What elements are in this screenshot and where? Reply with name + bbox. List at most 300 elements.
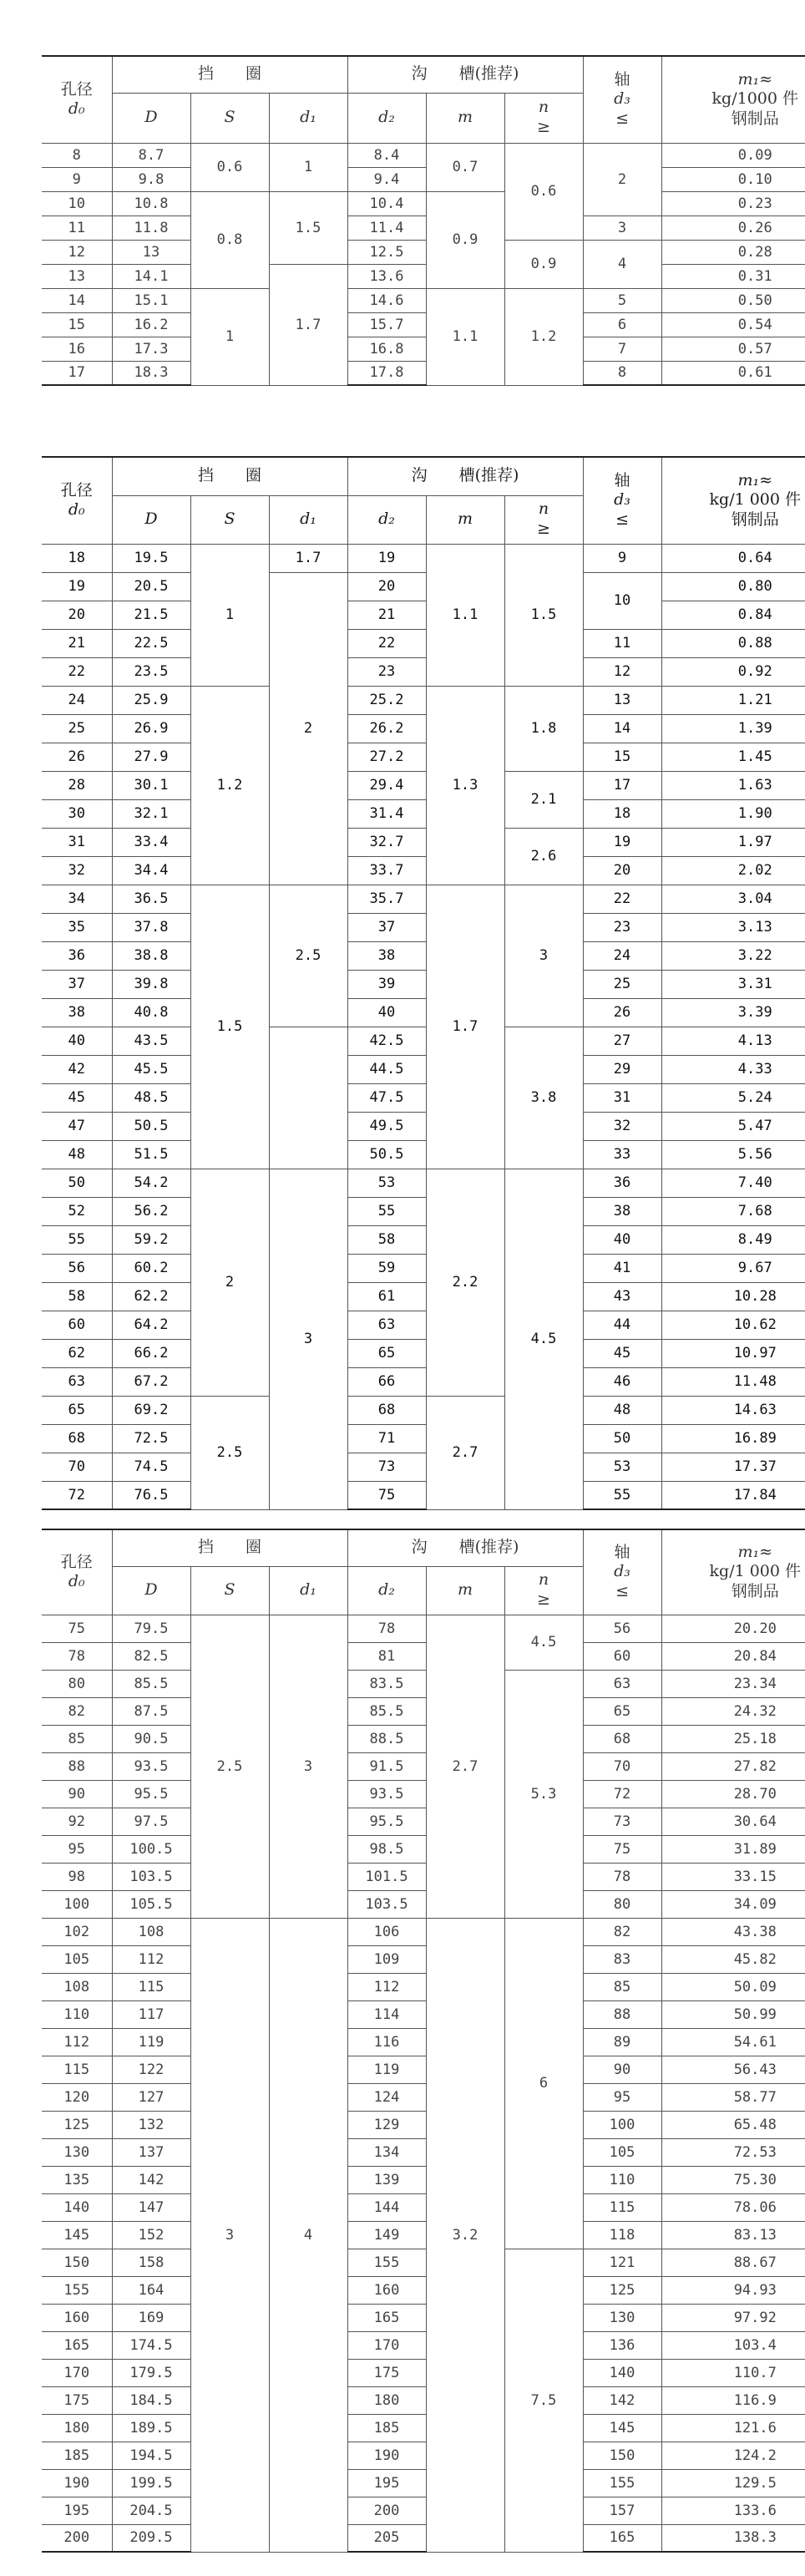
cell-D: 40.8 [112, 998, 190, 1027]
cell-d2: 44.5 [347, 1055, 426, 1083]
cell-bore: 24 [42, 686, 112, 714]
cell-d2: 59 [347, 1254, 426, 1282]
cell-d2: 85.5 [347, 1697, 426, 1725]
cell-D: 32.1 [112, 799, 190, 828]
cell-bore: 92 [42, 1808, 112, 1835]
cell-d2: 129 [347, 2111, 426, 2138]
table-row [42, 2166, 805, 2193]
cell-bore: 20 [42, 601, 112, 629]
cell-D: 9.8 [112, 167, 190, 191]
cell-bore: 58 [42, 1282, 112, 1311]
cell-mass: 1.97 [661, 828, 805, 856]
cell-d3: 29 [583, 1055, 661, 1083]
table-block-1 [42, 55, 799, 386]
col-d2-header: d₂ [347, 495, 426, 544]
cell-d2: 175 [347, 2359, 426, 2386]
cell-D: 122 [112, 2056, 190, 2083]
table-row [42, 2469, 805, 2497]
cell-m: 2.7 [426, 1396, 504, 1509]
cell-D: 51.5 [112, 1140, 190, 1169]
cell-d2: 21 [347, 601, 426, 629]
cell-D: 95.5 [112, 1780, 190, 1808]
table-row [42, 572, 805, 601]
cell-D: 54.2 [112, 1169, 190, 1197]
table-row [42, 361, 805, 385]
cell-bore: 36 [42, 941, 112, 970]
cell-d2: 124 [347, 2083, 426, 2111]
groove-header: 沟 槽(推荐) [347, 1529, 583, 1566]
table-row [42, 1973, 805, 2000]
cell-D: 26.9 [112, 714, 190, 743]
cell-d2: 10.4 [347, 191, 426, 216]
table-row [42, 1367, 805, 1396]
cell-mass: 14.63 [661, 1396, 805, 1424]
cell-mass: 133.6 [661, 2497, 805, 2524]
cell-n: 3.8 [504, 1027, 583, 1169]
table-row [42, 2497, 805, 2524]
cell-d3: 44 [583, 1311, 661, 1339]
cell-mass: 0.28 [661, 240, 805, 264]
col-S-header: S [190, 495, 269, 544]
cell-d2: 9.4 [347, 167, 426, 191]
cell-D: 16.2 [112, 312, 190, 337]
table-row [42, 1835, 805, 1863]
table-row [42, 2304, 805, 2331]
cell-mass: 50.09 [661, 1973, 805, 2000]
cell-mass: 3.22 [661, 941, 805, 970]
cell-mass: 72.53 [661, 2138, 805, 2166]
table-row [42, 913, 805, 941]
table-row [42, 2000, 805, 2028]
table-row [42, 1615, 805, 1642]
cell-mass: 0.09 [661, 143, 805, 167]
cell-bore: 105 [42, 1945, 112, 1973]
cell-d2: 98.5 [347, 1835, 426, 1863]
cell-mass: 0.50 [661, 288, 805, 312]
table-row [42, 216, 805, 240]
table-row [42, 686, 805, 714]
cell-D: 23.5 [112, 657, 190, 686]
cell-d2: 114 [347, 2000, 426, 2028]
col-d2-header: d₂ [347, 93, 426, 143]
cell-bore: 47 [42, 1112, 112, 1140]
cell-D: 21.5 [112, 601, 190, 629]
cell-bore: 165 [42, 2331, 112, 2359]
cell-d2: 26.2 [347, 714, 426, 743]
table-row [42, 1670, 805, 1697]
table-row [42, 312, 805, 337]
cell-n: 2.1 [504, 771, 583, 828]
cell-S: 2 [190, 1169, 269, 1396]
ring-header: 挡 圈 [112, 1529, 347, 1566]
cell-bore: 90 [42, 1780, 112, 1808]
cell-d1: 4 [269, 1918, 347, 2552]
cell-d3: 18 [583, 799, 661, 828]
cell-D: 62.2 [112, 1282, 190, 1311]
table-block-2 [42, 456, 802, 1510]
cell-d1: 1.7 [269, 264, 347, 385]
cell-D: 76.5 [112, 1481, 190, 1509]
cell-mass: 4.13 [661, 1027, 805, 1055]
cell-d2: 144 [347, 2193, 426, 2221]
col-D-header: D [112, 93, 190, 143]
cell-D: 117 [112, 2000, 190, 2028]
cell-d1: 1 [269, 143, 347, 191]
cell-mass: 10.97 [661, 1339, 805, 1367]
cell-D: 59.2 [112, 1225, 190, 1254]
cell-d2: 47.5 [347, 1083, 426, 1112]
cell-S: 3 [190, 1918, 269, 2552]
cell-d1: 2 [269, 572, 347, 885]
col-d1-header: d₁ [269, 495, 347, 544]
cell-d3: 25 [583, 970, 661, 998]
cell-d3: 33 [583, 1140, 661, 1169]
cell-d2: 39 [347, 970, 426, 998]
cell-d2: 95.5 [347, 1808, 426, 1835]
cell-bore: 82 [42, 1697, 112, 1725]
cell-mass: 3.39 [661, 998, 805, 1027]
shaft-header: 轴 d₃ ≤ [583, 1529, 661, 1615]
table-row [42, 885, 805, 913]
cell-bore: 19 [42, 572, 112, 601]
cell-bore: 70 [42, 1453, 112, 1481]
cell-mass: 65.48 [661, 2111, 805, 2138]
cell-D: 48.5 [112, 1083, 190, 1112]
cell-d3: 105 [583, 2138, 661, 2166]
cell-m: 2.2 [426, 1169, 504, 1396]
cell-d2: 32.7 [347, 828, 426, 856]
table-row [42, 167, 805, 191]
cell-d2: 91.5 [347, 1752, 426, 1780]
cell-mass: 0.31 [661, 264, 805, 288]
cell-bore: 150 [42, 2249, 112, 2276]
cell-mass: 17.37 [661, 1453, 805, 1481]
cell-bore: 68 [42, 1424, 112, 1453]
cell-bore: 95 [42, 1835, 112, 1863]
table-row [42, 143, 805, 167]
cell-mass: 83.13 [661, 2221, 805, 2249]
cell-d3: 165 [583, 2524, 661, 2552]
cell-mass: 34.09 [661, 1890, 805, 1918]
cell-d3: 36 [583, 1169, 661, 1197]
cell-D: 147 [112, 2193, 190, 2221]
cell-mass: 75.30 [661, 2166, 805, 2193]
cell-d2: 139 [347, 2166, 426, 2193]
cell-mass: 3.04 [661, 885, 805, 913]
cell-bore: 100 [42, 1890, 112, 1918]
table-row [42, 2111, 805, 2138]
cell-d3: 15 [583, 743, 661, 771]
cell-m: 0.9 [426, 191, 504, 288]
cell-bore: 200 [42, 2524, 112, 2552]
table-row [42, 1197, 805, 1225]
cell-mass: 5.56 [661, 1140, 805, 1169]
cell-bore: 37 [42, 970, 112, 998]
table-row [42, 941, 805, 970]
table-row [42, 2221, 805, 2249]
table-row [42, 1752, 805, 1780]
cell-D: 20.5 [112, 572, 190, 601]
cell-d2: 165 [347, 2304, 426, 2331]
cell-mass: 54.61 [661, 2028, 805, 2056]
cell-m: 3.2 [426, 1918, 504, 2552]
cell-D: 108 [112, 1918, 190, 1945]
cell-n: 7.5 [504, 2249, 583, 2552]
mass-header: m₁≈ kg/1 000 件 钢制品 [661, 457, 805, 544]
cell-d3: 38 [583, 1197, 661, 1225]
cell-mass: 17.84 [661, 1481, 805, 1509]
cell-D: 103.5 [112, 1863, 190, 1890]
cell-mass: 103.4 [661, 2331, 805, 2359]
cell-S: 2.5 [190, 1615, 269, 1918]
cell-mass: 58.77 [661, 2083, 805, 2111]
cell-d2: 195 [347, 2469, 426, 2497]
cell-n: 0.9 [504, 240, 583, 288]
col-m-header: m [426, 1566, 504, 1615]
cell-mass: 1.90 [661, 799, 805, 828]
cell-bore: 135 [42, 2166, 112, 2193]
cell-d2: 190 [347, 2442, 426, 2469]
table-row [42, 799, 805, 828]
cell-d3: 45 [583, 1339, 661, 1367]
cell-D: 127 [112, 2083, 190, 2111]
cell-d3: 60 [583, 1642, 661, 1670]
cell-bore: 28 [42, 771, 112, 799]
cell-D: 164 [112, 2276, 190, 2304]
cell-d3: 11 [583, 629, 661, 657]
cell-d3: 40 [583, 1225, 661, 1254]
cell-d2: 55 [347, 1197, 426, 1225]
bore-header: 孔径 d₀ [42, 1529, 112, 1615]
cell-d2: 93.5 [347, 1780, 426, 1808]
cell-d3: 136 [583, 2331, 661, 2359]
cell-mass: 20.20 [661, 1615, 805, 1642]
cell-mass: 97.92 [661, 2304, 805, 2331]
cell-D: 115 [112, 1973, 190, 2000]
cell-bore: 112 [42, 2028, 112, 2056]
cell-d2: 53 [347, 1169, 426, 1197]
cell-d3: 130 [583, 2304, 661, 2331]
cell-mass: 129.5 [661, 2469, 805, 2497]
cell-bore: 56 [42, 1254, 112, 1282]
cell-D: 56.2 [112, 1197, 190, 1225]
cell-d2: 23 [347, 657, 426, 686]
table-row [42, 998, 805, 1027]
cell-bore: 45 [42, 1083, 112, 1112]
table-row [42, 2442, 805, 2469]
table-row [42, 1642, 805, 1670]
cell-d2: 49.5 [347, 1112, 426, 1140]
cell-D: 50.5 [112, 1112, 190, 1140]
cell-mass: 45.82 [661, 1945, 805, 1973]
cell-d2: 78 [347, 1615, 426, 1642]
ring-header: 挡 圈 [112, 457, 347, 495]
cell-d3: 3 [583, 216, 661, 240]
cell-d2: 200 [347, 2497, 426, 2524]
cell-bore: 21 [42, 629, 112, 657]
table-row [42, 970, 805, 998]
cell-m: 1.1 [426, 544, 504, 686]
cell-bore: 14 [42, 288, 112, 312]
cell-d2: 155 [347, 2249, 426, 2276]
cell-d2: 40 [347, 998, 426, 1027]
cell-D: 119 [112, 2028, 190, 2056]
cell-D: 93.5 [112, 1752, 190, 1780]
cell-D: 79.5 [112, 1615, 190, 1642]
cell-D: 43.5 [112, 1027, 190, 1055]
cell-mass: 7.40 [661, 1169, 805, 1197]
cell-d3: 88 [583, 2000, 661, 2028]
cell-d3: 10 [583, 572, 661, 629]
cell-bore: 80 [42, 1670, 112, 1697]
cell-d1 [269, 1027, 347, 1169]
cell-bore: 63 [42, 1367, 112, 1396]
cell-D: 199.5 [112, 2469, 190, 2497]
cell-bore: 140 [42, 2193, 112, 2221]
cell-mass: 24.32 [661, 1697, 805, 1725]
col-m-header: m [426, 93, 504, 143]
table-row [42, 1083, 805, 1112]
cell-D: 66.2 [112, 1339, 190, 1367]
cell-d2: 180 [347, 2386, 426, 2414]
cell-n: 0.6 [504, 143, 583, 240]
table-row [42, 1481, 805, 1509]
table-row [42, 743, 805, 771]
cell-mass: 0.84 [661, 601, 805, 629]
table-row [42, 1311, 805, 1339]
cell-bore: 38 [42, 998, 112, 1027]
cell-bore: 170 [42, 2359, 112, 2386]
cell-S: 1 [190, 544, 269, 686]
cell-mass: 121.6 [661, 2414, 805, 2442]
table-row [42, 1725, 805, 1752]
cell-mass: 28.70 [661, 1780, 805, 1808]
cell-d3: 65 [583, 1697, 661, 1725]
cell-D: 194.5 [112, 2442, 190, 2469]
table-block-3 [42, 1529, 802, 2553]
cell-bore: 145 [42, 2221, 112, 2249]
cell-d3: 80 [583, 1890, 661, 1918]
cell-mass: 0.26 [661, 216, 805, 240]
cell-D: 112 [112, 1945, 190, 1973]
cell-bore: 55 [42, 1225, 112, 1254]
cell-mass: 0.64 [661, 544, 805, 572]
cell-d2: 27.2 [347, 743, 426, 771]
cell-D: 74.5 [112, 1453, 190, 1481]
col-S-header: S [190, 93, 269, 143]
cell-d2: 14.6 [347, 288, 426, 312]
table-row [42, 2028, 805, 2056]
cell-D: 189.5 [112, 2414, 190, 2442]
cell-D: 209.5 [112, 2524, 190, 2552]
cell-bore: 130 [42, 2138, 112, 2166]
cell-mass: 1.21 [661, 686, 805, 714]
cell-D: 100.5 [112, 1835, 190, 1863]
cell-bore: 26 [42, 743, 112, 771]
table-row [42, 657, 805, 686]
cell-bore: 180 [42, 2414, 112, 2442]
cell-bore: 155 [42, 2276, 112, 2304]
cell-bore: 110 [42, 2000, 112, 2028]
cell-d2: 73 [347, 1453, 426, 1481]
cell-D: 132 [112, 2111, 190, 2138]
cell-mass: 3.13 [661, 913, 805, 941]
bore-header: 孔径 d₀ [42, 457, 112, 544]
col-n-header: n ≥ [504, 1566, 583, 1615]
cell-d3: 9 [583, 544, 661, 572]
cell-d3: 50 [583, 1424, 661, 1453]
cell-d2: 75 [347, 1481, 426, 1509]
cell-bore: 50 [42, 1169, 112, 1197]
cell-mass: 5.47 [661, 1112, 805, 1140]
cell-bore: 16 [42, 337, 112, 361]
bore-header: 孔径 d₀ [42, 56, 112, 143]
col-d2-header: d₂ [347, 1566, 426, 1615]
table-row [42, 714, 805, 743]
cell-D: 204.5 [112, 2497, 190, 2524]
cell-d2: 68 [347, 1396, 426, 1424]
table-row [42, 2276, 805, 2304]
table-row [42, 856, 805, 885]
table-row [42, 1027, 805, 1055]
col-d1-header: d₁ [269, 93, 347, 143]
cell-d2: 63 [347, 1311, 426, 1339]
cell-D: 158 [112, 2249, 190, 2276]
cell-D: 72.5 [112, 1424, 190, 1453]
cell-d3: 85 [583, 1973, 661, 2000]
cell-mass: 3.31 [661, 970, 805, 998]
cell-S: 1.2 [190, 686, 269, 885]
cell-d3: 155 [583, 2469, 661, 2497]
table-row [42, 1780, 805, 1808]
cell-n: 1.2 [504, 288, 583, 385]
cell-bore: 60 [42, 1311, 112, 1339]
table-row [42, 2331, 805, 2359]
cell-d3: 140 [583, 2359, 661, 2386]
cell-D: 17.3 [112, 337, 190, 361]
cell-d3: 56 [583, 1615, 661, 1642]
table-row [42, 1112, 805, 1140]
cell-d3: 115 [583, 2193, 661, 2221]
cell-d2: 33.7 [347, 856, 426, 885]
cell-D: 45.5 [112, 1055, 190, 1083]
cell-d2: 31.4 [347, 799, 426, 828]
cell-bore: 11 [42, 216, 112, 240]
cell-mass: 5.24 [661, 1083, 805, 1112]
cell-mass: 56.43 [661, 2056, 805, 2083]
cell-bore: 15 [42, 312, 112, 337]
cell-bore: 98 [42, 1863, 112, 1890]
cell-D: 82.5 [112, 1642, 190, 1670]
col-S-header: S [190, 1566, 269, 1615]
cell-d2: 11.4 [347, 216, 426, 240]
cell-d2: 116 [347, 2028, 426, 2056]
cell-d2: 134 [347, 2138, 426, 2166]
cell-d3: 55 [583, 1481, 661, 1509]
cell-mass: 11.48 [661, 1367, 805, 1396]
cell-d2: 109 [347, 1945, 426, 1973]
cell-d2: 17.8 [347, 361, 426, 385]
cell-n: 5.3 [504, 1670, 583, 1918]
cell-bore: 115 [42, 2056, 112, 2083]
table-row [42, 191, 805, 216]
col-D-header: D [112, 495, 190, 544]
cell-D: 64.2 [112, 1311, 190, 1339]
cell-m: 2.7 [426, 1615, 504, 1918]
cell-mass: 0.88 [661, 629, 805, 657]
table-row [42, 2056, 805, 2083]
cell-d2: 35.7 [347, 885, 426, 913]
